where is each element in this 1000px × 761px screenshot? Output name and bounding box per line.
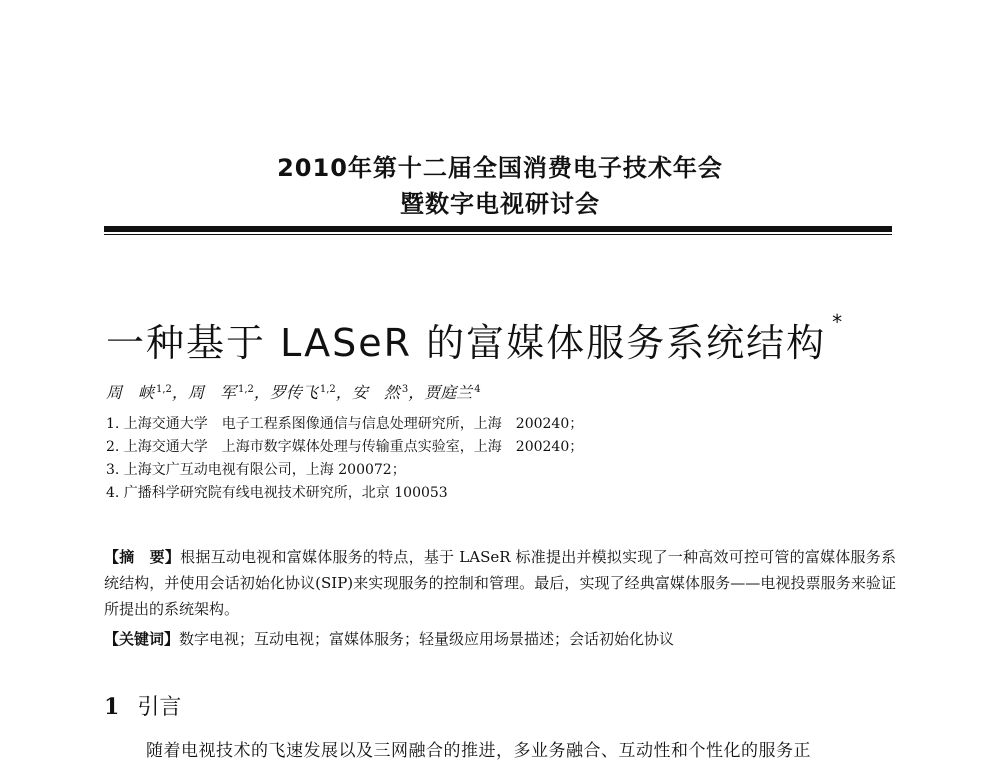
header-rule-thin — [104, 234, 892, 235]
body-paragraph: 随着电视技术的飞速发展以及三网融合的推进，多业务融合、互动性和个性化的服务正 — [146, 741, 811, 761]
keywords-text: 数字电视；互动电视；富媒体服务；轻量级应用场景描述；会话初始化协议 — [179, 630, 675, 648]
section-number: 1 — [104, 694, 120, 720]
author: 周 峡 $^{1,2}$ — [106, 383, 172, 402]
affiliation-item: 2. 上海交通大学 上海市数字媒体处理与传输重点实验室，上海 200240； — [106, 439, 584, 455]
paper-title-text: 一种基于 LASeR 的富媒体服务系统结构 — [106, 321, 827, 365]
author: 安 然 $^3$ — [351, 383, 409, 402]
section-heading — [104, 690, 181, 721]
author: 贾庭兰 $^4$ — [424, 383, 481, 402]
affiliation-item: 4. 广播科学研究院有线电视技术研究所，北京 100053 — [106, 485, 448, 501]
author-list: 周 峡 $^{1,2}$，周 军 $^{1,2}$，罗传飞 $^{1,2}$，安 然 $^3$，贾庭兰 $^4$ — [106, 383, 481, 402]
affiliation-list — [106, 413, 583, 505]
author: 周 军 $^{1,2}$ — [187, 383, 254, 402]
author: 罗传飞 $^{1,2}$ — [269, 383, 336, 402]
conference-title-line1: 2010年第十二届全国消费电子技术年会 — [277, 154, 723, 182]
keywords-label: 【关键词】 — [104, 630, 180, 648]
affiliation-item: 3. 上海文广互动电视有限公司，上海 200072； — [106, 462, 406, 478]
paper-title — [106, 312, 986, 367]
affiliation-item: 1. 上海交通大学 电子工程系图像通信与信息处理研究所，上海 200240； — [106, 416, 584, 432]
conference-title-line2: 暨数字电视研讨会 — [400, 190, 600, 218]
abstract — [104, 544, 896, 622]
abstract-text: 根据互动电视和富媒体服务的特点，基于 LASeR 标准提出并模拟实现了一种高效可控可管的富媒体服务系统结构，并使用会话初始化协议(SIP)来实现服务的控制和管理。最后，实现了经典富媒体服务——电视投票服务来验证所提出的系统架构。 — [104, 548, 896, 618]
header-rule-thick — [104, 226, 892, 232]
section-title: 引言 — [137, 695, 182, 720]
title-footnote-mark: * — [832, 310, 845, 334]
abstract-label: 【摘 要】 — [104, 548, 181, 566]
keywords — [104, 628, 896, 649]
